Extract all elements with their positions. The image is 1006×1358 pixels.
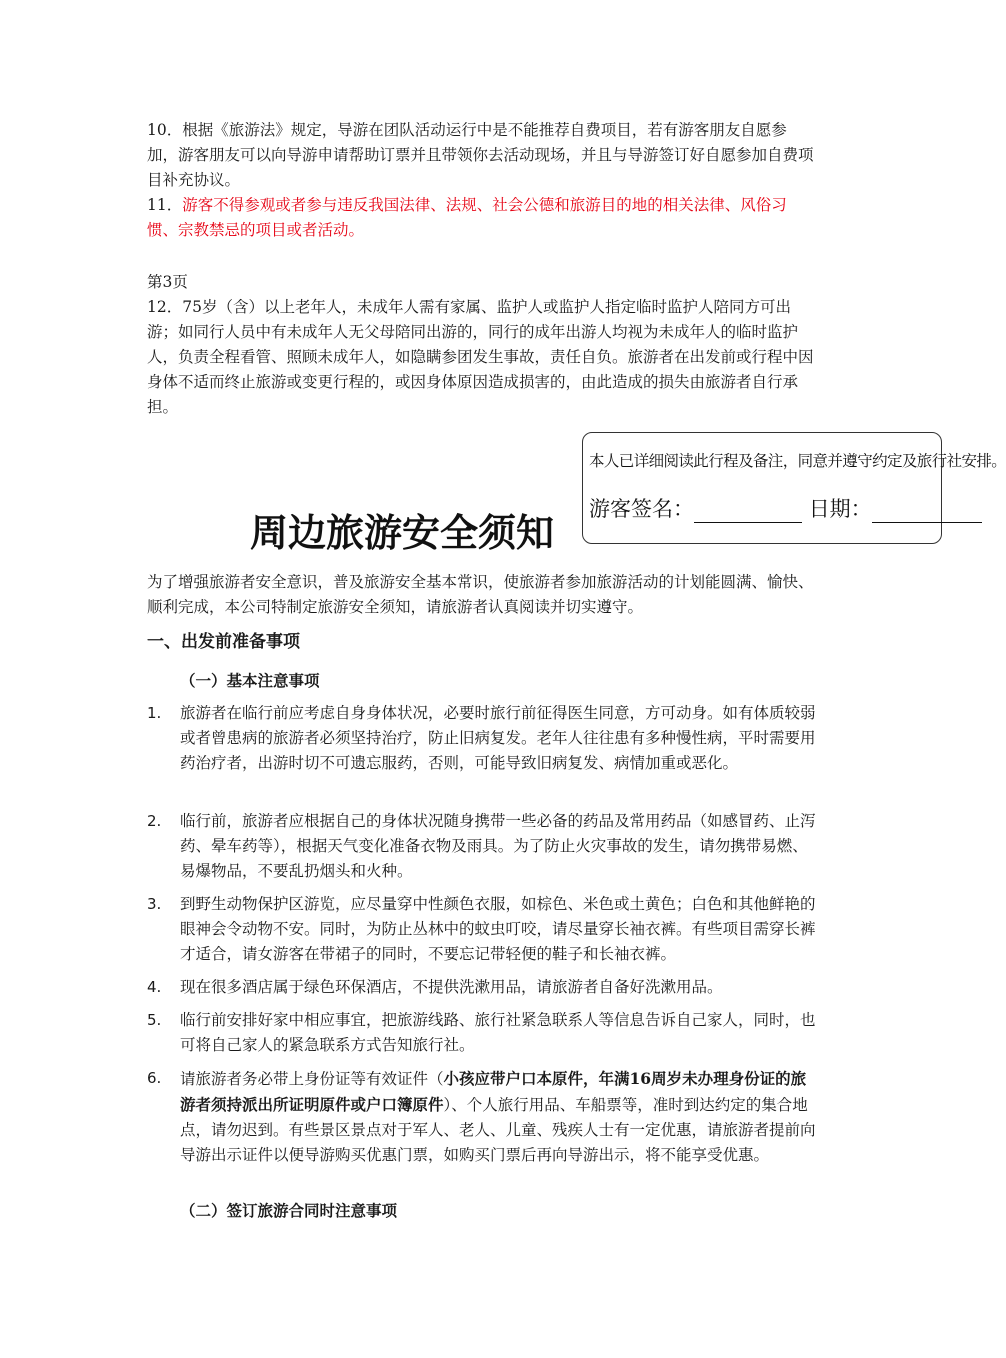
list-item bbox=[147, 1008, 817, 1058]
section-1-heading: 一、出发前准备事项 bbox=[147, 632, 300, 652]
list-item-number: 2. bbox=[147, 812, 162, 830]
list-item-text: 临行前安排好家中相应事宜，把旅游线路、旅行社紧急联系人等信息告诉自己家人，同时，也可将自己家人的紧急联系方式告知旅行社。 bbox=[180, 1011, 816, 1054]
page-number-label: 第3页 bbox=[147, 273, 188, 291]
list-item-number: 5. bbox=[147, 1011, 162, 1029]
date-label: 日期： bbox=[808, 497, 872, 521]
list-item-number: 6. bbox=[147, 1069, 162, 1087]
item6-bold-note: 小孩应带户口本原件，年满16周岁未办理身份证的旅游者须持派出所证明原件或户口簿原件 bbox=[180, 1069, 807, 1114]
list-item-text: 现在很多酒店属于绿色环保酒店，不提供洗漱用品，请旅游者自备好洗漱用品。 bbox=[180, 978, 723, 996]
list-item bbox=[147, 892, 817, 967]
signature-label: 游客签名： bbox=[589, 497, 694, 521]
list-item-text bbox=[180, 1066, 817, 1168]
paragraph-11-number: 11． bbox=[147, 196, 183, 214]
list-item-number: 3. bbox=[147, 895, 162, 913]
item6-text-start: 请旅游者务必带上身份证等有效证件（ bbox=[180, 1070, 444, 1088]
intro-paragraph: 为了增强旅游者安全意识，普及旅游安全基本常识，使旅游者参加旅游活动的计划能圆满、愉快、顺利完成，本公司特制定旅游安全须知，请旅游者认真阅读并切实遵守。 bbox=[147, 573, 814, 616]
paragraph-11 bbox=[147, 193, 817, 243]
paragraph-12: 12．75岁（含）以上老年人，未成年人需有家属、监护人或监护人指定临时监护人陪同方可出游；如同行人员中有未成年人无父母陪同出游的，同行的成年出游人均视为未成年人的临时监护人，负责全程看管、照顾未成年人，如隐瞒参团发生事故，责任自负。旅游者在出发前或行程中因身体不适而终止旅游或变更行程的，或因身体原因造成损害的，由此造成的损失由旅游者自行承担。 bbox=[147, 298, 814, 416]
list-item-6 bbox=[147, 1066, 817, 1168]
list-item-number: 1. bbox=[147, 704, 162, 722]
stamp-signature-row bbox=[589, 493, 982, 523]
list-item bbox=[147, 809, 817, 884]
list-item-text: 旅游者在临行前应考虑自身身体状况，必要时旅行前征得医生同意，方可动身。如有体质较弱或者曾患病的旅游者必须坚持治疗，防止旧病复发。老年人往往患有多种慢性病，平时需要用药治疗者，出游时切不可遗忘服药，否则，可能导致旧病复发、病情加重或恶化。 bbox=[180, 704, 816, 772]
item6-text-end: ）、个人旅行用品、车船票等，准时到达约定的集合地点，请勿迟到。有些景区景点对于军人、老人、儿童、残疾人士有一定优惠，请旅游者提前向导游出示证件以便导游购买优惠门票，如购买门票后再向导游出示，将不能享受优惠。 bbox=[180, 1096, 816, 1164]
list-item bbox=[147, 701, 817, 776]
list-item-text: 到野生动物保护区游览，应尽量穿中性颜色衣服，如棕色、米色或土黄色；白色和其他鲜艳的眼神会令动物不安。同时，为防止丛林中的蚊虫叮咬，请尽量穿长袖衣裤。有些项目需穿长裤才适合，请女游客在带裙子的同时，不要忘记带轻便的鞋子和长袖衣裤。 bbox=[180, 895, 816, 963]
list-item bbox=[147, 975, 817, 1000]
subsection-2-heading: （二）签订旅游合同时注意事项 bbox=[180, 1201, 398, 1220]
signature-stamp-box bbox=[582, 432, 1006, 544]
stamp-agreement-text: 本人已详细阅读此行程及备注，同意并遵守约定及旅行社安排。 bbox=[589, 452, 1006, 470]
signature-blank[interactable] bbox=[694, 502, 802, 523]
paragraph-11-warning: 游客不得参观或者参与违反我国法律、法规、社会公德和旅游目的地的相关法律、风俗习惯、宗教禁忌的项目或者活动。 bbox=[147, 196, 787, 239]
list-item-number: 4. bbox=[147, 978, 162, 996]
list-item-text: 临行前，旅游者应根据自己的身体状况随身携带一些必备的药品及常用药品（如感冒药、止泻药、晕车药等），根据天气变化准备衣物及雨具。为了防止火灾事故的发生，请勿携带易燃、易爆物品，不要乱扔烟头和火种。 bbox=[180, 812, 816, 880]
date-blank[interactable] bbox=[872, 502, 982, 523]
paragraph-10: 10．根据《旅游法》规定，导游在团队活动运行中是不能推荐自费项目，若有游客朋友自愿参加，游客朋友可以向导游申请帮助订票并且带领你去活动现场，并且与导游签订好自愿参加自费项目补充协议。 bbox=[147, 121, 814, 189]
subsection-1-heading: （一）基本注意事项 bbox=[180, 671, 320, 690]
document-title: 周边旅游安全须知 bbox=[250, 511, 555, 555]
